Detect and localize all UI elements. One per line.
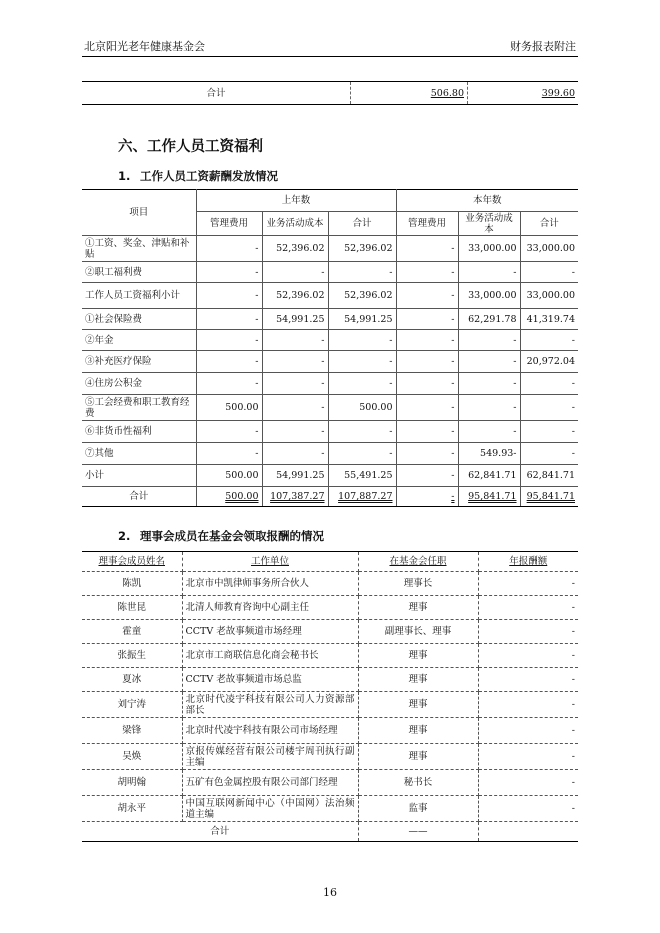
member-role: 监事 [358,796,478,822]
header-mgmt: 管理费用 [396,212,458,236]
header-total: 合计 [328,212,396,236]
table-cell: 41,319.74 [520,309,578,330]
member-name: 夏冰 [82,668,182,692]
table-cell: 33,000.00 [458,236,520,262]
table-cell: - [196,262,262,283]
row-label: ⑦其他 [82,443,196,465]
table-cell: - [396,421,458,443]
table-cell: - [196,373,262,395]
table-cell: 52,396.02 [328,236,396,262]
table-cell: - [328,421,396,443]
table-cell: 54,991.25 [262,309,328,330]
table-cell: - [396,443,458,465]
table-cell: - [458,395,520,421]
table-cell: - [328,443,396,465]
header-biz: 业务活动成本 [458,212,520,236]
subsection-1-title [118,168,278,184]
member-workplace: 五矿有色金属控股有限公司部门经理 [182,770,358,796]
member-pay: - [478,620,578,644]
table-cell: - [262,443,328,465]
member-workplace: 北京市中凯律师事务所合伙人 [182,572,358,596]
member-pay: - [478,596,578,620]
member-role: 理事 [358,644,478,668]
member-workplace: 京报传媒经营有限公司楼宇周刊执行副主编 [182,744,358,770]
row-label: 小计 [82,465,196,487]
header-organization: 北京阳光老年健康基金会 [84,40,205,53]
table-cell: - [396,309,458,330]
header-rule [82,56,578,57]
total-cell: - [451,491,455,502]
header-work: 工作单位 [182,552,358,572]
table-row [82,309,578,330]
table-row [82,262,578,283]
table-cell: - [262,262,328,283]
member-role: 理事 [358,718,478,744]
header-name: 理事会成员姓名 [82,552,182,572]
table-cell: 33,000.00 [520,283,578,309]
table-cell: 500.00 [196,395,262,421]
row-label: ④住房公积金 [82,373,196,395]
table-row [82,82,578,105]
table-total-row [82,487,578,507]
table-row [82,236,578,262]
table-cell: 500.00 [328,395,396,421]
table-row [82,644,578,668]
table-cell: 20,972.04 [520,351,578,373]
row-label: ①工资、奖金、津贴和补贴 [82,236,196,262]
table-row [82,596,578,620]
table-cell: - [328,330,396,351]
member-name: 张振生 [82,644,182,668]
row-label: ②年金 [82,330,196,351]
member-pay: - [478,744,578,770]
member-workplace: 北京市工商联信息化商会秘书长 [182,644,358,668]
table-row [82,373,578,395]
row-label: 合计 [82,487,196,507]
table-cell: - [262,373,328,395]
row-label: ③补充医疗保险 [82,351,196,373]
header-this-year: 本年数 [396,190,578,212]
total-cell: 107,887.27 [338,491,393,502]
member-pay: - [478,718,578,744]
member-name: 胡永平 [82,796,182,822]
table-cell: - [520,395,578,421]
member-role: 理事 [358,692,478,718]
table-row [82,465,578,487]
table-row [82,421,578,443]
member-role: 理事 [358,668,478,692]
member-name: 陈世昆 [82,596,182,620]
table-cell: - [328,262,396,283]
table-cell: 33,000.00 [520,236,578,262]
section-title: 六、工作人员工资福利 [118,139,263,155]
table-cell: 62,841.71 [458,465,520,487]
subsection-2-title [118,528,324,544]
table-row [82,572,578,596]
row-label: ⑤工会经费和职工教育经费 [82,395,196,421]
table-cell: 54,991.25 [262,465,328,487]
table-cell: - [396,262,458,283]
total-role: —— [358,822,478,842]
table-cell: - [520,330,578,351]
table-total-row [82,822,578,842]
table-row [82,718,578,744]
member-name: 胡明翰 [82,770,182,796]
table-cell: 549.93- [458,443,520,465]
table-row [82,443,578,465]
total-cell: 500.00 [225,491,259,502]
header-item: 项目 [82,190,196,236]
total-cell: 95,841.71 [526,491,575,502]
table-cell: - [458,330,520,351]
member-workplace: 北清人师教育咨询中心副主任 [182,596,358,620]
table-header-row [82,190,578,212]
member-pay: - [478,692,578,718]
subsection-number: 1. [118,169,131,183]
header-mgmt: 管理费用 [196,212,262,236]
table-cell: 52,396.02 [262,236,328,262]
table-cell: - [458,351,520,373]
table-cell: 55,491.25 [328,465,396,487]
member-workplace: 中国互联网新闻中心（中国网）法治频道主编 [182,796,358,822]
table-row [82,395,578,421]
row-label: ⑥非货币性福利 [82,421,196,443]
header-biz: 业务活动成本 [262,212,328,236]
table-cell: - [396,395,458,421]
member-workplace: 北京时代凌宇科技有限公司市场经理 [182,718,358,744]
member-role: 副理事长、理事 [358,620,478,644]
table-cell: - [196,283,262,309]
table-row [82,330,578,351]
member-role: 理事长 [358,572,478,596]
members-table [82,551,578,842]
table-cell: 52,396.02 [262,283,328,309]
row-label: 工作人员工资福利小计 [82,283,196,309]
total-value-a: 506.80 [430,87,464,99]
table-cell: - [262,351,328,373]
subsection-text: 理事会成员在基金会领取报酬的情况 [140,529,324,543]
table-row [82,668,578,692]
table-header-row [82,552,578,572]
member-role: 理事 [358,596,478,620]
member-name: 刘宁涛 [82,692,182,718]
table-cell: 500.00 [196,465,262,487]
member-workplace: CCTV 老故事频道市场经理 [182,620,358,644]
table-cell: - [196,236,262,262]
table-row [82,620,578,644]
table-cell: - [458,262,520,283]
page-number: 16 [323,886,337,899]
table-cell: 33,000.00 [458,283,520,309]
member-workplace: 北京时代凌宇科技有限公司人力资源部部长 [182,692,358,718]
table-cell: - [396,373,458,395]
total-cell: 95,841.71 [468,491,517,502]
wages-table [82,189,578,507]
member-pay: - [478,644,578,668]
table-cell: - [262,421,328,443]
subsection-text: 工作人员工资薪酬发放情况 [140,169,278,183]
header-last-year: 上年数 [196,190,396,212]
table-cell: - [396,236,458,262]
table-cell: - [520,443,578,465]
total-value-b: 399.60 [541,87,575,99]
table-cell: - [396,351,458,373]
table-cell: - [262,330,328,351]
table-cell: - [328,373,396,395]
table-cell: - [196,421,262,443]
header-pay: 年报酬额 [478,552,578,572]
table-cell: 54,991.25 [328,309,396,330]
header-total: 合计 [520,212,578,236]
table-cell: - [262,395,328,421]
table-row [82,351,578,373]
table-row [82,692,578,718]
row-label: 合计 [82,822,358,842]
table-cell: - [396,465,458,487]
member-role: 理事 [358,744,478,770]
member-name: 吴焕 [82,744,182,770]
table-cell: - [458,373,520,395]
table-row [82,770,578,796]
table-cell: - [520,421,578,443]
table-cell: 62,841.71 [520,465,578,487]
table-row [82,283,578,309]
row-label: ①社会保险费 [82,309,196,330]
table-cell: - [196,443,262,465]
member-name: 陈凯 [82,572,182,596]
table-cell: 62,291.78 [458,309,520,330]
member-name: 霍童 [82,620,182,644]
table-cell: - [520,262,578,283]
previous-table-total [82,81,578,105]
subsection-number: 2. [118,529,131,543]
member-pay: - [478,572,578,596]
table-cell: - [458,421,520,443]
member-role: 秘书长 [358,770,478,796]
table-cell: - [196,330,262,351]
member-pay: - [478,770,578,796]
row-label: ②职工福利费 [82,262,196,283]
table-row [82,796,578,822]
table-cell: - [520,373,578,395]
table-cell: - [328,351,396,373]
table-cell: - [196,309,262,330]
table-cell: - [196,351,262,373]
header-document-title: 财务报表附注 [510,40,576,53]
total-label: 合计 [82,82,351,105]
member-name: 梁锋 [82,718,182,744]
total-cell: 107,387.27 [270,491,325,502]
table-row [82,744,578,770]
header-role: 在基金会任职 [358,552,478,572]
table-cell: - [396,330,458,351]
table-cell: 52,396.02 [328,283,396,309]
member-pay: - [478,796,578,822]
member-pay: - [478,668,578,692]
table-cell: - [396,283,458,309]
member-workplace: CCTV 老故事频道市场总监 [182,668,358,692]
